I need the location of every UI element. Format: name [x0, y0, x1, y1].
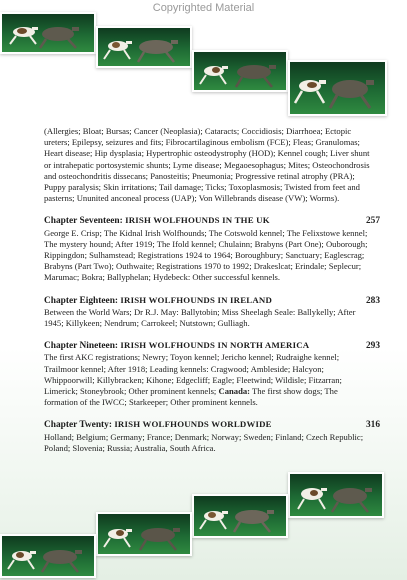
chapter-contents: Between the World Wars; Dr R.J. May: Ballytobin; Miss Sheelagh Seale: Ballykelly; After 1945; Killykeen; Nendrum; Carrokeel; Nutstown; Gulliagh.: [44, 306, 356, 329]
chapter-subheading-canada: Canada:: [218, 386, 251, 397]
hounds-running-illustration: [2, 536, 94, 576]
hound-photo-5: [288, 472, 384, 518]
chapter-number-label: Chapter Twenty:: [44, 420, 112, 431]
chapter-page-number: 283: [365, 295, 380, 306]
chapter-contents-part: The first show dogs; The formation of the IWCC; Starkeeper; Other prominent kennels.: [44, 386, 338, 408]
chapter-number-label: Chapter Nineteen:: [44, 341, 119, 352]
chapter-number-label: Chapter Seventeen:: [44, 216, 123, 227]
chapter-contents: George E. Crisp; The Kidnal Irish Wolfhounds; The Cotswold kennel; The Felixstowe kennel; The mystery hound; After 1919; The Ifold kennel; Chulainn; Brabyns (Part One); Ouborough; Rippingdon; Sulhamstead; Registrations 1924 to 1964; Boroughbury; Sanctuary; Eaglescrag; Brabyns (Part Two); Outhwaite; Registrations 1970 to 1992; Drakeslcat; Erindale; Seplecur; Marumac; Bokra; Ballyphelan; Hydebeck: Other successful kennels.: [44, 227, 368, 283]
chapter-heading: [44, 340, 380, 352]
chapter-page-number: 293: [365, 341, 380, 352]
chapter-page-number: 316: [365, 420, 380, 431]
copyright-watermark: Copyrighted Material: [152, 2, 255, 14]
hound-photo-2: [96, 26, 192, 68]
chapter-title: [44, 295, 272, 307]
hounds-running-illustration: [194, 52, 286, 90]
hounds-running-illustration: [2, 14, 94, 52]
chapter-heading: [44, 419, 380, 431]
table-of-contents: [44, 126, 380, 454]
hound-photo-4: [288, 60, 387, 116]
chapter-contents: [44, 352, 370, 408]
chapter-number-label: Chapter Eighteen:: [44, 295, 119, 306]
hound-photo-7: [96, 512, 192, 556]
hound-photo-6: [192, 494, 288, 538]
chapter-title: [44, 340, 309, 352]
hound-photo-8: [0, 534, 96, 578]
chapter-title: [44, 419, 272, 431]
chapter-intro-text: (Allergies; Bloat; Bursas; Cancer (Neoplasia); Cataracts; Coccidiosis; Diarrhoea; Ectopic ureters; Epilepsy, seizures and fits; Fibrocartilaginous embolism (FCE); Fleas; Granulomas; Heart disease; Hip dysplasia; Hypertrophic osteodystrophy (HOD); Kennel cough; Liver shunt or intrahepatic portosystemic shunts; Lyme disease; Megaoesophagus; Mites; Osteochondrosis and osteochondritis dissecans; Panosteitis; Pneumonia; Progressive retinal atrophy (PRA); Puppy paralysis; Skin irritations; Tail damage; Ticks; Toxoplasmosis; Twisted from feet and pasterns; Ununited anconeal process (UAP); Von Willebrands disease (VW); Worms).: [44, 126, 370, 204]
chapter-title-text: IRISH WOLFHOUNDS WORLDWIDE: [114, 419, 272, 430]
chapter-entry-nineteen: [44, 340, 380, 408]
chapter-entry-eighteen: [44, 294, 380, 330]
chapter-title: [44, 215, 270, 227]
hounds-running-illustration: [98, 514, 190, 554]
chapter-entry-twenty: [44, 419, 380, 454]
chapter-title-text: IRISH WOLFHOUNDS IN IRELAND: [120, 294, 273, 305]
chapter-entry-seventeen: [44, 215, 380, 283]
hound-photo-3: [192, 50, 288, 92]
hounds-running-illustration: [194, 496, 286, 536]
hounds-running-illustration: [290, 62, 385, 114]
chapter-contents-part: The first AKC registrations; Newry; Toyon kennel; Jericho kennel; Rudraighe kennel; Trailmoor kennel; After 1918; Leading kennels: Cragwood; Ambleside; Halcyon; Whippoorwill; Killybracken; Kihone; Edgecliff; Eagle; Fleetwind; Wildisle; Fitzarran; Limerick; Stoneybrook; Other prominent kennels;: [44, 352, 342, 397]
chapter-heading: [44, 294, 380, 307]
chapter-heading: [44, 215, 380, 227]
hound-photo-1: [0, 12, 96, 54]
chapter-page-number: 257: [365, 216, 380, 227]
chapter-title-text: IRISH WOLFHOUNDS IN THE UK: [125, 215, 270, 226]
hounds-running-illustration: [98, 28, 190, 66]
chapter-title-text: IRISH WOLFHOUNDS IN NORTH AMERICA: [120, 340, 310, 351]
hounds-running-illustration: [290, 474, 382, 516]
chapter-contents: Holland; Belgium; Germany; France; Denmark; Norway; Sweden; Finland; Czech Republic; Poland; Slovenia; Russia; Australia, South Africa.: [44, 431, 364, 453]
